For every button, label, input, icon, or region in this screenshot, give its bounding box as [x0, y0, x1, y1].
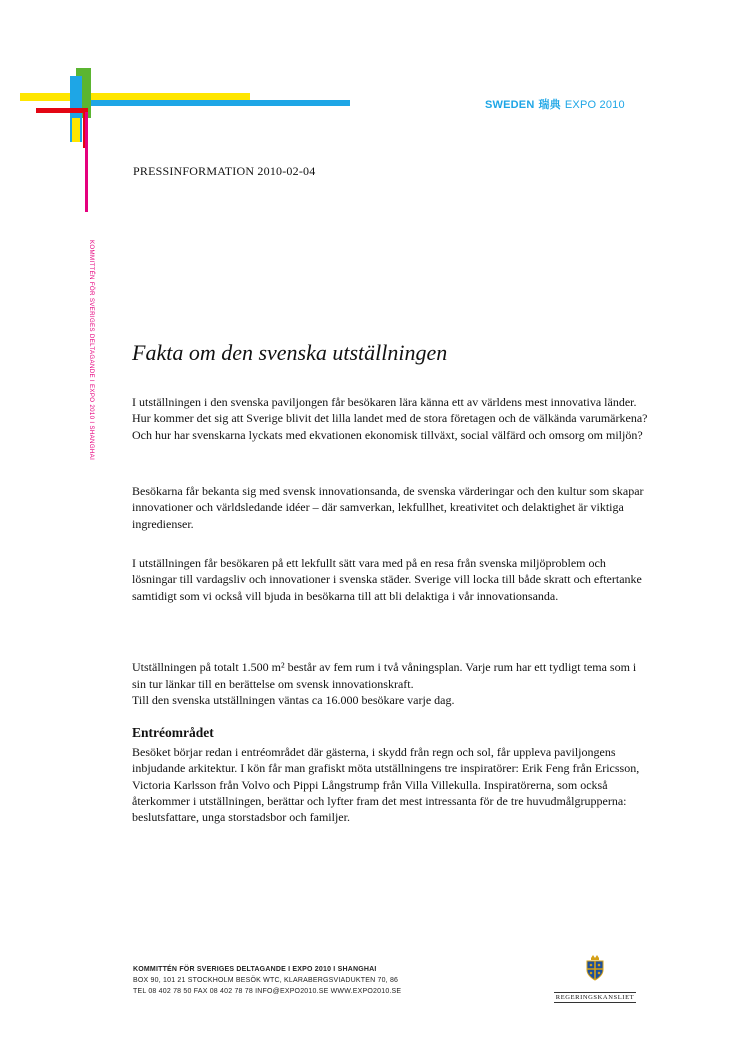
- footer-contact: [133, 964, 401, 997]
- expo-logo: [485, 96, 625, 112]
- footer-contact-line: TEL 08 402 78 50 FAX 08 402 78 78 INFO@EXPO2010.SE WWW.EXPO2010.SE: [133, 988, 402, 995]
- section-heading: Entréområdet: [132, 725, 214, 740]
- paragraph-2: Besökarna får bekanta sig med svensk innovationsanda, de svenska värderingar och den kultur som skapar innovationer och världsledande idéer – där samverkan, lekfullhet, kreativitet och delaktighet är viktiga ingredienser.: [132, 484, 644, 531]
- footer-address: BOX 90, 101 21 STOCKHOLM BESÖK WTC, KLARABERGSVIADUKTEN 70, 86: [133, 977, 399, 984]
- brand-chinese: 瑞典: [538, 99, 561, 111]
- page-title: Fakta om den svenska utställningen: [132, 340, 448, 365]
- government-logo: [550, 955, 640, 1004]
- brand-expo: EXPO 2010: [564, 99, 625, 111]
- brand-sweden: SWEDEN: [485, 99, 535, 111]
- press-info-date: PRESSINFORMATION 2010-02-04: [133, 164, 316, 178]
- paragraph-3: I utställningen får besökaren på ett lekfullt sätt vara med på en resa från svenska miljöproblem och lösningar till vardagsliv och innovationer i svenska städer. Sverige vill locka till både skratt och eftertanke samtidigt som vi också vill bjuda in besökarna till att bli delaktiga i vår innovationsanda.: [132, 556, 642, 603]
- footer-org: KOMMITTÉN FÖR SVERIGES DELTAGANDE I EXPO 2010 I SHANGHAI: [133, 966, 377, 973]
- section-paragraph: Besöket börjar redan i entréområdet där gästerna, i skydd från regn och sol, får uppleva paviljongens inbjudande arkitektur. I kön får man grafiskt möta utställningens tre inspiratörer: Erik Feng från Ericsson, Victoria Karlsson från Volvo och Pippi Långstrump från Villa Villekulla. Inspiratörerna, som också återkommer i utställningen, berättar och lyfter fram det mest intressanta för de tre huvudmålgrupperna: beslutsfattare, unga storstadsbor och familjer.: [132, 745, 640, 825]
- paragraph-4: Utställningen på totalt 1.500 m² består av fem rum i två våningsplan. Varje rum har ett tydligt tema som i sin tur länkar till en berättelse om svensk innovationskraft. Till den svenska utställningen väntas ca 16.000 besökare varje dag.: [132, 660, 637, 707]
- government-name: REGERINGSKANSLIET: [555, 994, 635, 1001]
- side-committee-text: KOMMITTÉN FÖR SVERIGES DELTAGANDE I EXPO 2010 I SHANGHAI: [88, 240, 95, 461]
- paragraph-1: I utställningen i den svenska paviljongen får besökaren lära känna ett av världens mest innovativa länder. Hur kommer det sig att Sverige blivit det lilla landet med de stora företagen och de välkända varumärkena? Och hur har svenskarna lyckats med ekvationen ekonomisk tillväxt, social välfärd och omsorg om miljön?: [132, 395, 648, 442]
- coat-of-arms-icon: [584, 955, 606, 981]
